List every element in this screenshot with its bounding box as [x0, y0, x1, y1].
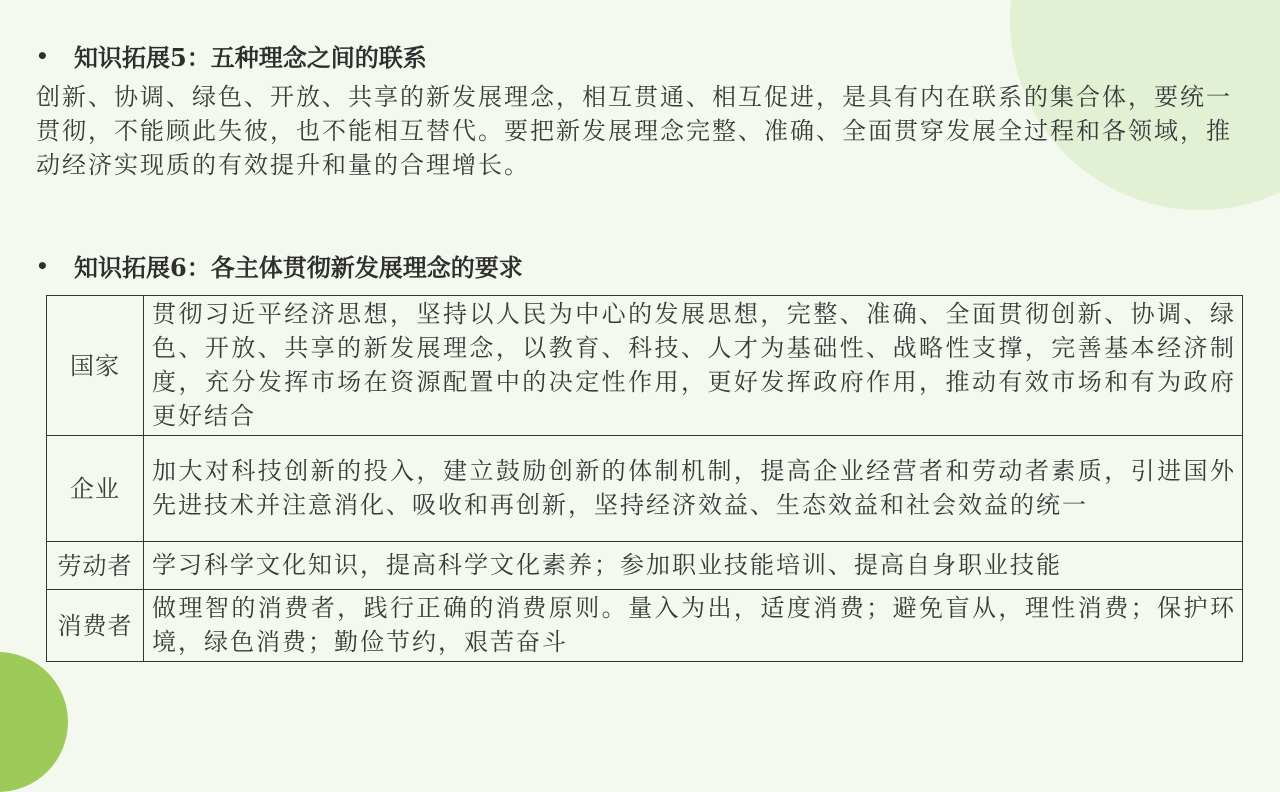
row-content: 加大对科技创新的投入，建立鼓励创新的体制机制，提高企业经营者和劳动者素质，引进国外先进技术并注意消化、吸收和再创新，坚持经济效益、生态效益和社会效益的统一 [144, 436, 1243, 542]
requirements-table [46, 295, 1243, 662]
row-content: 学习科学文化知识，提高科学文化素养；参加职业技能培训、提高自身职业技能 [144, 542, 1243, 590]
decorative-circle-bottom-left [0, 652, 68, 792]
section2-heading-text: 知识拓展6：各主体贯彻新发展理念的要求 [74, 253, 523, 282]
section1-heading [36, 38, 427, 73]
row-subject: 国家 [47, 296, 144, 436]
row-subject: 消费者 [47, 590, 144, 662]
section2-heading [36, 248, 523, 283]
table-row [47, 590, 1243, 662]
section1-paragraph: 创新、协调、绿色、开放、共享的新发展理念，相互贯通、相互促进，是具有内在联系的集合体，要统一贯彻，不能顾此失彼，也不能相互替代。要把新发展理念完整、准确、全面贯穿发展全过程和各领域，推动经济实现质的有效提升和量的合理增长。 [36, 83, 1232, 179]
row-subject: 劳动者 [47, 542, 144, 590]
row-content: 做理智的消费者，践行正确的消费原则。量入为出，适度消费；避免盲从，理性消费；保护环境，绿色消费；勤俭节约，艰苦奋斗 [144, 590, 1243, 662]
table-row [47, 542, 1243, 590]
section1-heading-text: 知识拓展5：五种理念之间的联系 [74, 43, 427, 72]
table-row [47, 436, 1243, 542]
table-row [47, 296, 1243, 436]
row-content: 贯彻习近平经济思想，坚持以人民为中心的发展思想，完整、准确、全面贯彻创新、协调、绿色、开放、共享的新发展理念，以教育、科技、人才为基础性、战略性支撑，完善基本经济制度，充分发挥市场在资源配置中的决定性作用，更好发挥政府作用，推动有效市场和有为政府更好结合 [144, 296, 1243, 436]
bullet-icon: • [36, 43, 49, 68]
row-subject: 企业 [47, 436, 144, 542]
bullet-icon: • [36, 253, 49, 278]
